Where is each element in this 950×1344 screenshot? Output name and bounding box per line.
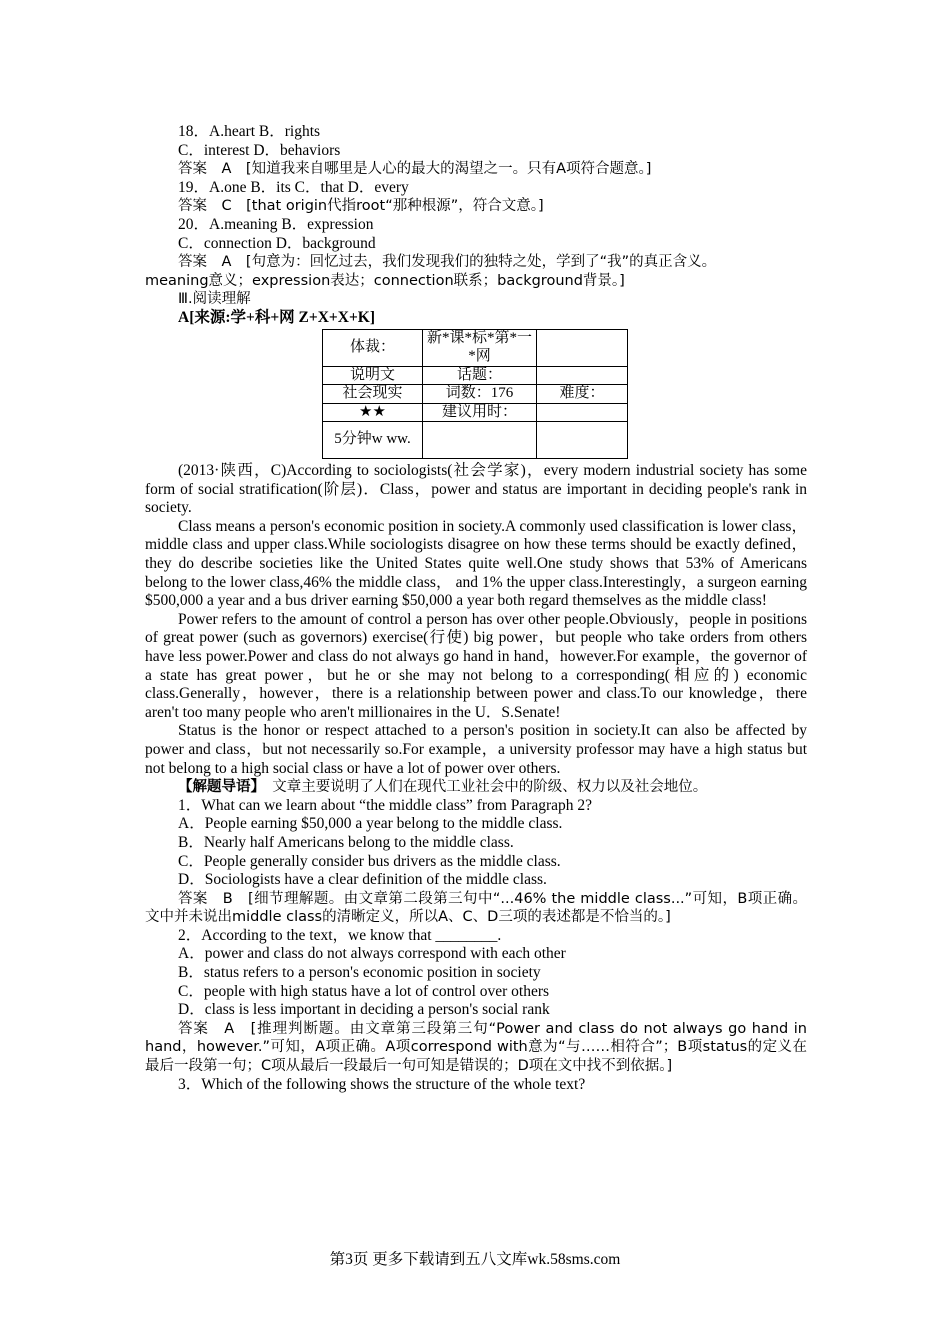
answer-text: C [that origin代指root“那种根源”，符合文意。] xyxy=(207,198,544,215)
table-row xyxy=(323,385,628,404)
q1-option-c: C．People generally consider bus drivers as the middle class. xyxy=(178,852,561,870)
table-cell: 体裁： xyxy=(323,329,423,366)
table-cell: 词数：176 xyxy=(423,385,537,404)
q3-stem: 3．Which of the following shows the structure of the whole text? xyxy=(178,1075,586,1093)
guide-label: 【解题导语】 xyxy=(178,779,258,796)
answer-text: B [细节理解题。由文章第二段第三句中“...46% the middle class...”可知，B项正确。文中并未说出middle class的清晰定义，所以A、C、D三项的表述都是不恰当的。] xyxy=(145,890,807,926)
page-footer: 第3页 更多下载请到五八文库wk.58sms.com xyxy=(329,1251,621,1268)
table-cell: 话题： xyxy=(423,366,537,385)
q18-options-line2: C．interest D．behaviors xyxy=(178,141,341,159)
answer-text: A [知道我来自哪里是人心的最大的渴望之一。只有A项符合题意。] xyxy=(207,161,652,178)
table-cell: 难度： xyxy=(537,385,628,404)
table-cell: 说明文 xyxy=(323,366,423,385)
table-cell xyxy=(537,403,628,422)
q20-options-line2: C．connection D．background xyxy=(178,234,376,252)
answer-text: A [句意为：回忆过去，我们发现我们的独特之处，学到了“我”的真正含义。 xyxy=(207,254,717,271)
q1-option-a: A．People earning $50,000 a year belong to the middle class. xyxy=(178,815,563,833)
answer-label: 答案 xyxy=(178,161,207,178)
q2-option-c: C．people with high status have a lot of control over others xyxy=(178,982,550,1000)
table-cell xyxy=(423,422,537,459)
table-row xyxy=(323,329,628,366)
table-cell: 建议用时： xyxy=(423,403,537,422)
q18-options-line1: 18．A.heart B．rights xyxy=(178,123,321,140)
table-cell: 新*课*标*第*一*网 xyxy=(423,329,537,366)
q1-option-d: D．Sociologists have a clear definition of the middle class. xyxy=(178,871,547,889)
table-cell: ★★ xyxy=(323,403,423,422)
q19-options: 19．A.one B．its C．that D．every xyxy=(178,178,409,196)
page-content xyxy=(145,123,807,1094)
section-title: Ⅲ.阅读理解 xyxy=(178,291,251,308)
q20-answer-line2: meaning意义；expression表达；connection联系；background背景。] xyxy=(145,272,625,289)
table-cell: 5分钟w ww. xyxy=(323,422,423,459)
table-cell xyxy=(537,366,628,385)
guide-text: 文章主要说明了人们在现代工业社会中的阶级、权力以及社会地位。 xyxy=(257,779,708,796)
q1-stem: 1．What can we learn about “the middle class” from Paragraph 2? xyxy=(178,796,593,814)
answer-label: 答案 xyxy=(178,198,207,215)
answer-label: 答案 xyxy=(178,1020,209,1037)
passage-paragraph-2: Class means a person's economic position in society.A commonly used classification is lower class，middle class and upper class.While sociologists disagree on how these terms should be exactly defined，they do describe societies like the United States quite well.One study shows that 53% of Americans belong to the lower class,46% the middle class， and 1% the upper class.Interestingly，a surgeon earning $500,000 a year and a bus driver earning $50,000 a year both regard themselves as the middle class! xyxy=(145,517,807,610)
q2-option-b: B．status refers to a person's economic position in society xyxy=(178,964,541,982)
q20-answer-line1 xyxy=(145,253,807,272)
q1-answer xyxy=(145,890,807,927)
q1-option-b: B．Nearly half Americans belong to the middle class. xyxy=(178,833,514,851)
solution-guide xyxy=(145,778,807,797)
q2-option-a: A．power and class do not always correspond with each other xyxy=(178,945,566,963)
answer-text: A [推理判断题。由文章第三段第三句“Power and class do not always go hand in hand，however.”可知，A项正确。A项correspond with意为“与……相符合”；B项status的定义在最后一段第一句；C项从最后一段最后一句可知是错误的；D项在文中找不到依据。] xyxy=(145,1020,807,1075)
q2-answer xyxy=(145,1020,807,1076)
passage-paragraph-1: (2013·陕西，C)According to sociologists(社会学家)，every modern industrial society has some form of social stratification(阶层)．Class，power and status are important in deciding people's rank in society. xyxy=(145,462,807,517)
table-row xyxy=(323,422,628,459)
q2-option-d: D．class is less important in deciding a person's social rank xyxy=(178,1001,550,1019)
q2-stem: 2．According to the text，we know that ________. xyxy=(178,926,502,944)
q20-options-line1: 20．A.meaning B．expression xyxy=(178,215,374,233)
passage-paragraph-3: Power refers to the amount of control a person has over other people.Obviously，people in positions of great power (such as governors) exercise(行使) big power，but people who take orders from others have less power.Power and class do not always go hand in hand，however.For example，the governor of a state has great power，but he or she may not belong to a corresponding(相应的) economic class.Generally，however，there is a relationship between power and class.To our knowledge，there aren't too many people who aren't millionaires in the U．S.Senate! xyxy=(145,610,807,721)
table-cell xyxy=(537,329,628,366)
table-cell xyxy=(537,422,628,459)
passage-paragraph-4: Status is the honor or respect attached to a person's position in society.It can also be affected by power and class，but not necessarily so.For example，a university professor may have a high status but not belong to a high social class or have a lot of power over others. xyxy=(145,722,807,777)
table-row xyxy=(323,366,628,385)
table-row xyxy=(323,403,628,422)
q19-answer xyxy=(145,197,807,216)
answer-label: 答案 xyxy=(178,254,207,271)
passage-info-table xyxy=(322,329,628,460)
passage-heading: A[来源:学+科+网 Z+X+X+K] xyxy=(178,308,375,326)
answer-label: 答案 xyxy=(178,890,208,907)
table-cell: 社会现实 xyxy=(323,385,423,404)
q18-answer xyxy=(145,160,807,179)
